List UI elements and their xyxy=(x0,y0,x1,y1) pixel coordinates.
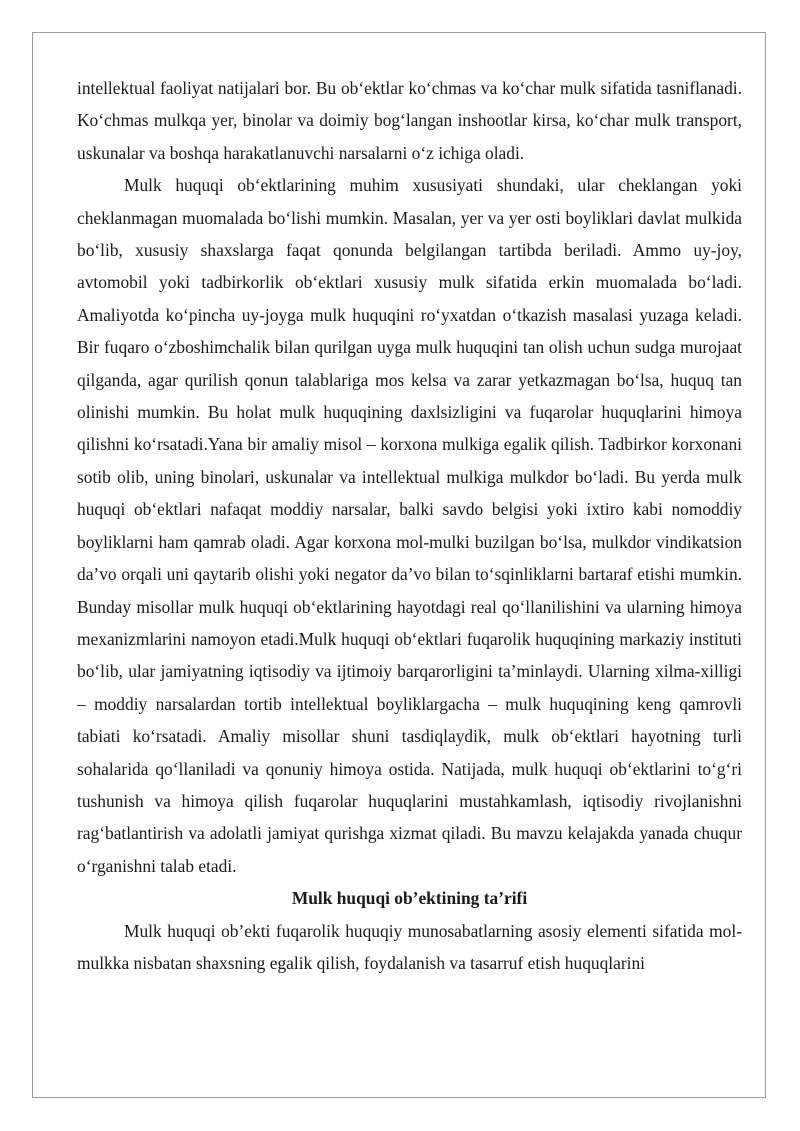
section-heading: Mulk huquqi ob’ektining ta’rifi xyxy=(291,888,528,909)
document-body xyxy=(77,72,742,979)
paragraph-definition: Mulk huquqi ob’ekti fuqarolik huquqiy munosabatlarning asosiy elementi sifatida mol-mulkka nisbatan shaxsning egalik qilish, foydalanish va tasarruf etish huquqlarini xyxy=(77,920,742,973)
paragraph-continuation: intellektual faoliyat natijalari bor. Bu ob‘ektlar ko‘chmas va ko‘char mulk sifatida tasniflanadi. Ko‘chmas mulkqa yer, binolar va doimiy bog‘langan inshootlar kirsa, ko‘char mulk transport, uskunalar va boshqa harakatlanuvchi narsalarni o‘z ichiga oladi. xyxy=(77,78,742,163)
paragraph-main: Mulk huquqi ob‘ektlarining muhim xususiyati shundaki, ular cheklangan yoki cheklanmagan muomalada bo‘lishi mumkin. Masalan, yer va yer osti boyliklari davlat mulkida bo‘lib, xususiy shaxslarga faqat qonunda belgilangan tartibda beriladi. Ammo uy-joy, avtomobil yoki tadbirkorlik ob‘ektlari xususiy mulk sifatida erkin muomalada bo‘ladi. Amaliyotda ko‘pincha uy-joyga mulk huquqini ro‘yxatdan o‘tkazish masalasi yuzaga keladi. Bir fuqaro o‘zboshimchalik bilan qurilgan uyga mulk huquqini tan olish uchun sudga murojaat qilganda, agar qurilish qonun talablariga mos kelsa va zarar yetkazmagan bo‘lsa, huquq tan olinishi mumkin. Bu holat mulk huquqining daxlsizligini va fuqarolar huquqlarini himoya qilishni ko‘rsatadi.Yana bir amaliy misol – korxona mulkiga egalik qilish. Tadbirkor korxonani sotib olib, uning binolari, uskunalar va intellektual mulkiga mulkdor bo‘ladi. Bu yerda mulk huquqi ob‘ektlari nafaqat moddiy narsalar, balki savdo belgisi yoki ixtiro kabi nomoddiy boyliklarni ham qamrab oladi. Agar korxona mol-mulki buzilgan bo‘lsa, mulkdor vindikatsion da’vo orqali uni qaytarib olishi yoki negator da’vo bilan to‘sqinliklarni bartaraf etishi mumkin. Bunday misollar mulk huquqi ob‘ektlarining hayotdagi real qo‘llanilishini va ularning himoya mexanizmlarini namoyon etadi.Mulk huquqi ob‘ektlari fuqarolik huquqining markaziy instituti bo‘lib, ular jamiyatning iqtisodiy va ijtimoiy barqarorligini ta’minlaydi. Ularning xilma-xilligi – moddiy narsalardan tortib intellektual boyliklargacha – mulk huquqining keng qamrovli tabiati ko‘rsatadi. Amaliy misollar shuni tasdiqlaydik, mulk ob‘ektlari hayotning turli sohalarida qo‘llaniladi va qonuniy himoya ostida. Natijada, mulk huquqi ob‘ektlarini to‘g‘ri tushunish va himoya qilish fuqarolar huquqlarini mustahkamlash, iqtisodiy rivojlanishni rag‘batlantirish va adolatli jamiyat qurishga xizmat qiladi. Bu mavzu kelajakda yanada chuqur o‘rganishni talab etadi. xyxy=(77,175,742,876)
